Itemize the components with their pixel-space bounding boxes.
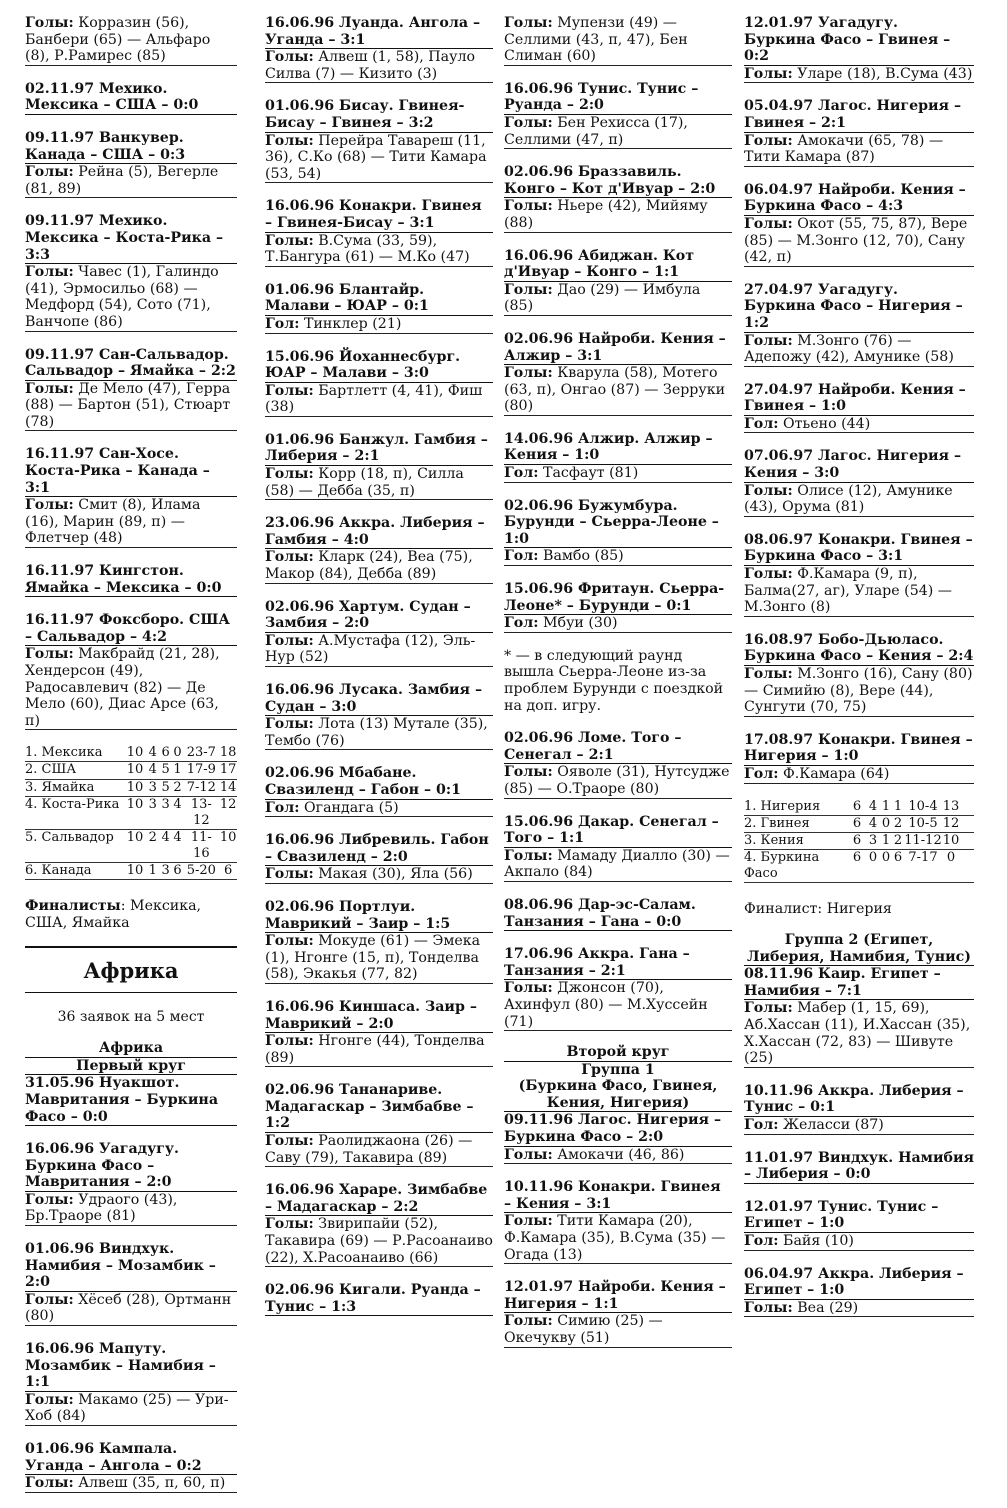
match: 17.06.96 Аккра. Гана – Танзания – 2:1 Голы: Джонсон (70), Ахинфул (80) — М.Хуссейн (71): [504, 946, 732, 1031]
match: 10.11.96 Аккра. Либерия – Тунис – 0:1 Гол: Желасси (87): [744, 1083, 974, 1135]
match: 12.01.97 Тунис. Тунис – Египет – 1:0 Гол: Байя (10): [744, 1199, 974, 1251]
match: 12.01.97 Уагадугу. Буркина Фасо – Гвинея – 0:2 Голы: Уларе (18), В.Сума (43): [744, 15, 973, 82]
match: 08.06.97 Конакри. Гвинея – Буркина Фасо – 3:1 Голы: Ф.Камара (9, п), Балма(27, аг), Уларе (54) — М.Зонго (8): [744, 531, 973, 616]
finalist: Финалист: Нигерия: [744, 901, 892, 918]
match: 14.06.96 Алжир. Алжир – Кения – 1:0 Гол: Тасфаут (81): [504, 431, 732, 483]
column-3: [504, 15, 732, 1363]
match: 17.08.97 Конакри. Гвинея – Нигерия – 1:0 Гол: Ф.Камара (64): [744, 731, 973, 782]
match: 09.11.97 Сан-Сальвадор. Сальвадор – Ямайка – 2:2 Голы: Де Мело (47), Герра (88) — Бартон (51), Стюарт (78): [25, 346, 236, 430]
group-header: Группа 2 (Египет, Либерия, Намибия, Тунис): [744, 932, 974, 966]
round-header: Второй круг Группа 1 (Буркина Фасо, Гвинея, Кения, Нигерия): [504, 1044, 732, 1112]
match: 27.04.97 Найроби. Кения – Гвинея – 1:0 Гол: Отьено (44): [744, 382, 974, 434]
match: 02.06.96 Тананариве. Мадагаскар – Зимбабве – 1:2 Голы: Раолиджаона (26) — Саву (79), Такавира (89): [265, 1082, 493, 1167]
match: 09.11.97 Мехико. Мексика – Коста-Рика – 3:3 Голы: Чавес (1), Галиндо (41), Эрмосильо (68) — Медфорд (54), Сото (71), Ванчопе (86): [25, 213, 237, 331]
footnote: * — в следующий раунд вышла Сьерра-Леоне из-за проблем Бурунди с поездкой на доп. игру.: [504, 647, 724, 714]
match: 15.06.96 Фритаун. Сьерра-Леоне* – Бурунди – 0:1 Гол: Мбуи (30): [504, 581, 732, 633]
standings-row: 1. Мексика 10 4 6 0 23-7 18: [25, 745, 237, 762]
standings-row: 5. Сальвадор 10 2 4 4 11-16 10: [25, 830, 237, 863]
match: 16.06.96 Абиджан. Кот д'Ивуар – Конго – 1:1 Голы: Дао (29) — Имбула (85): [504, 248, 732, 316]
column-1: [25, 15, 237, 1508]
match: 08.06.96 Дар-эс-Салам. Танзания – Гана – 0:0: [504, 897, 732, 931]
match: 02.06.96 Хартум. Судан – Замбия – 2:0 Голы: А.Мустафа (12), Эль-Нур (52): [265, 599, 493, 667]
match: 16.11.97 Фоксборо. США – Сальвадор – 4:2 Голы: Макбрайд (21, 28), Хендерсон (49), Радосавлевич (82) — Де Мело (60), Диас Арсе (63, п): [25, 612, 237, 730]
standings-row: 2. США 10 4 5 1 17-9 17: [25, 762, 237, 779]
applications-note: 36 заявок на 5 мест: [57, 1009, 205, 1026]
finalists: Финалисты: Мексика, США, Ямайка: [25, 898, 202, 932]
standings-row: 3. Ямайка 10 3 5 2 7-12 14: [25, 780, 237, 797]
match: 16.06.96 Луанда. Ангола – Уганда – 3:1 Голы: Алвеш (1, 58), Пауло Силва (7) — Кизито (3): [265, 15, 493, 83]
match: 16.11.97 Кингстон. Ямайка – Мексика – 0:0: [25, 563, 237, 597]
match: 16.11.97 Сан-Хосе. Коста-Рика – Канада – 3:1 Голы: Смит (8), Илама (16), Марин (89, п) — Флетчер (48): [25, 446, 237, 548]
match: 10.11.96 Конакри. Гвинея – Кения – 3:1 Голы: Тити Камара (20), Ф.Камара (35), В.Сума (35) — Огада (13): [504, 1179, 732, 1264]
match: 16.06.96 Мапуту. Мозамбик – Намибия – 1:1 Голы: Макамо (25) — Ури-Хоб (84): [25, 1341, 237, 1426]
standings-row: 4. Коста-Рика 10 3 3 4 13-12 12: [25, 797, 237, 830]
match: 16.06.96 Хараре. Зимбабве – Мадагаскар – 2:2 Голы: Звирипайи (52), Такавира (69) — Р.Расоанаиво (22), Х.Расоанаиво (66): [265, 1182, 493, 1266]
match: 02.06.96 Найроби. Кения – Алжир – 3:1 Голы: Кварула (58), Мотего (63, п), Онгао (87) — Зерруки (80): [504, 331, 732, 416]
match: 16.06.96 Лусака. Замбия – Судан – 3:0 Голы: Лота (13) Мутале (35), Тембо (76): [265, 682, 493, 750]
match: 16.06.96 Уагадугу. Буркина Фасо – Мавритания – 2:0 Голы: Удраого (43), Бр.Траоре (81): [25, 1141, 237, 1226]
match: 01.06.96 Блантайр. Малави – ЮАР – 0:1 Гол: Тинклер (21): [265, 282, 493, 334]
match: 16.06.96 Конакри. Гвинея – Гвинея-Бисау – 3:1 Голы: В.Сума (33, 59), Т.Бангура (61) — М.Ко (47): [265, 198, 493, 266]
match: 06.04.97 Аккра. Либерия – Египет – 1:0 Голы: Веа (29): [744, 1266, 974, 1318]
standings-row: 2. Гвинея 6 4 0 2 10-5 12: [744, 816, 974, 833]
match: 15.06.96 Йоханнесбург. ЮАР – Малави – 3:0 Голы: Бартлетт (4, 41), Фиш (38): [265, 349, 493, 417]
match: 16.06.96 Киншаса. Заир – Маврикий – 2:0 Голы: Нгонге (44), Тонделва (89): [265, 999, 493, 1067]
goals-fragment: Голы: Мупензи (49) — Селлими (43, п, 47), Бен Слиман (60): [504, 15, 732, 66]
match: 05.04.97 Лагос. Нигерия – Гвинея – 2:1 Голы: Амокачи (65, 78) — Тити Камара (87): [744, 98, 974, 166]
match: 02.06.96 Портлуи. Маврикий – Заир – 1:5 Голы: Мокуде (61) — Эмека (1), Нгонге (15, п), Тонделва (58), Экакья (77, 82): [265, 899, 493, 984]
match: 01.06.96 Кампала. Уганда – Ангола – 0:2 Голы: Алвеш (35, п, 60, п): [25, 1441, 237, 1493]
match: 02.06.96 Кигали. Руанда – Тунис – 1:3: [265, 1282, 493, 1316]
standings-row: 4. Буркина Фасо 6 0 0 6 7-17 0: [744, 850, 974, 883]
standings-row: 3. Кения 6 3 1 2 11-12 10: [744, 833, 974, 850]
match: 01.06.96 Виндхук. Намибия – Мозамбик – 2:0 Голы: Хёсеб (28), Ортманн (80): [25, 1241, 237, 1326]
match: 15.06.96 Дакар. Сенегал – Того – 1:1 Голы: Мамаду Диалло (30) — Акпало (84): [504, 814, 732, 882]
match: 01.06.96 Бисау. Гвинея-Бисау – Гвинея – 3:2 Голы: Перейра Тавареш (11, 36), С.Ко (68) — Тити Камара (53, 54): [265, 98, 493, 183]
standings-table: [25, 745, 237, 880]
match: 11.01.97 Виндхук. Намибия – Либерия – 0:0: [744, 1149, 974, 1183]
match: 16.08.97 Бобо-Дьюласо. Буркина Фасо – Кения – 2:4 Голы: М.Зонго (16), Сану (80) — Симийю (8), Вере (44), Сунгути (70, 75): [744, 631, 974, 716]
match: 02.06.96 Ломе. Того – Сенегал – 2:1 Голы: Ояволе (31), Нутсудже (85) — О.Траоре (80): [504, 730, 732, 798]
standings-row: 6. Канада 10 1 3 6 5-20 6: [25, 863, 237, 880]
match: 08.11.96 Каир. Египет – Намибия – 7:1 Голы: Мабер (1, 15, 69), Аб.Хассан (11), И.Хассан (35), Х.Хассан (72, 83) — Шивуте (25): [744, 966, 974, 1068]
match: 27.04.97 Уагадугу. Буркина Фасо – Нигерия – 1:2 Голы: М.Зонго (76) — Адепожу (42), Амунике (58): [744, 282, 974, 367]
section-title-africa: Африка: [25, 946, 237, 993]
standings-table: [744, 799, 974, 883]
round-header: Африка Первый круг: [25, 1040, 237, 1075]
column-4: [744, 15, 974, 1332]
match: 02.11.97 Мехико. Мексика – США – 0:0: [25, 81, 237, 115]
match: 02.06.96 Мбабане. Свазиленд – Габон – 0:1 Гол: Огандага (5): [265, 765, 493, 817]
match: 01.06.96 Банжул. Гамбия – Либерия – 2:1 Голы: Корр (18, п), Силла (58) — Дебба (35, п): [265, 432, 493, 500]
match: 07.06.97 Лагос. Нигерия – Кения – 3:0 Голы: Олисе (12), Амунике (43), Орума (81): [744, 448, 974, 516]
match: 02.06.96 Браззавиль. Конго – Кот д'Ивуар – 2:0 Голы: Ньере (42), Мийяму (88): [504, 164, 732, 232]
column-2: [265, 15, 493, 1331]
match: 02.06.96 Бужумбура. Бурунди – Сьерра-Леоне – 1:0 Гол: Вамбо (85): [504, 498, 732, 566]
match: 31.05.96 Нуакшот. Мавритания – Буркина Фасо – 0:0: [25, 1075, 237, 1126]
match: 16.06.96 Либревиль. Габон – Свазиленд – 2:0 Голы: Макая (30), Яла (56): [265, 832, 493, 884]
match: 09.11.96 Лагос. Нигерия – Буркина Фасо – 2:0 Голы: Амокачи (46, 86): [504, 1112, 732, 1164]
standings-row: 1. Нигерия 6 4 1 1 10-4 13: [744, 799, 974, 816]
match: 06.04.97 Найроби. Кения – Буркина Фасо – 4:3 Голы: Окот (55, 75, 87), Вере (85) — М.Зонго (12, 70), Сану (42, п): [744, 182, 974, 267]
match: 16.06.96 Тунис. Тунис – Руанда – 2:0 Голы: Бен Рехисса (17), Селлими (47, п): [504, 81, 732, 149]
match: 23.06.96 Аккра. Либерия – Гамбия – 4:0 Голы: Кларк (24), Веа (75), Макор (84), Дебба (89): [265, 515, 493, 583]
match: 12.01.97 Найроби. Кения – Нигерия – 1:1 Голы: Симию (25) — Окечукву (51): [504, 1279, 732, 1347]
goals-fragment: Голы: Корразин (56), Банбери (65) — Альфаро (8), Р.Рамирес (85): [25, 15, 237, 66]
match: 09.11.97 Ванкувер. Канада – США – 0:3 Голы: Рейна (5), Вегерле (81, 89): [25, 130, 237, 198]
